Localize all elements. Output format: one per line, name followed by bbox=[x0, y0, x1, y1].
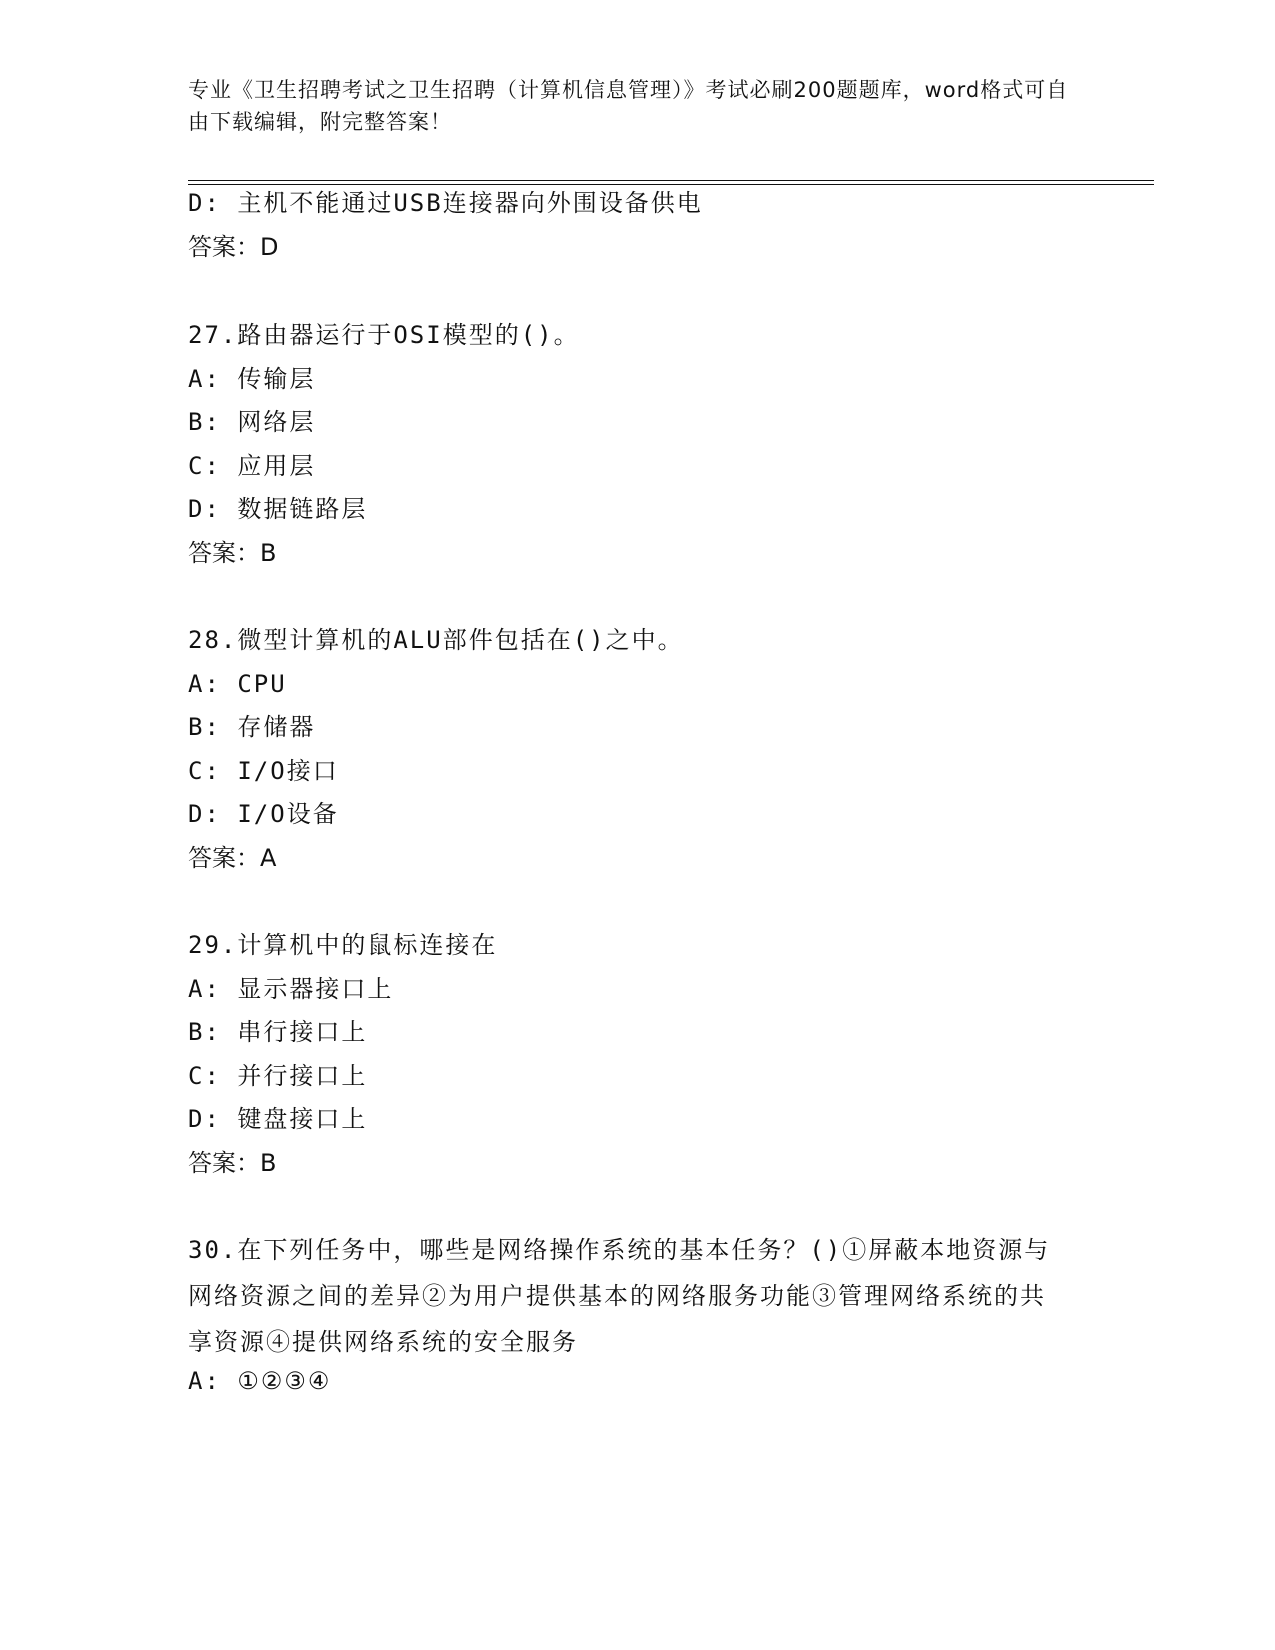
q29-option-d: D: 键盘接口上 bbox=[188, 1105, 368, 1133]
q27-option-c: C: 应用层 bbox=[188, 452, 316, 480]
q29-option-c: C: 并行接口上 bbox=[188, 1062, 368, 1090]
q28-option-b: B: 存储器 bbox=[188, 713, 316, 741]
document-header: 专业《卫生招聘考试之卫生招聘（计算机信息管理）》考试必刷200题题库，word格式可自由下载编辑，附完整答案！ bbox=[188, 78, 1069, 134]
q29-option-b: B: 串行接口上 bbox=[188, 1018, 368, 1046]
header-divider-top bbox=[188, 180, 1154, 181]
q28-option-d: D: I/O设备 bbox=[188, 800, 339, 828]
q29-question: 29.计算机中的鼠标连接在 bbox=[188, 931, 498, 959]
q30-option-a: A: ①②③④ bbox=[188, 1367, 332, 1395]
q28-question: 28.微型计算机的ALU部件包括在()之中。 bbox=[188, 626, 684, 654]
q28-option-c: C: I/O接口 bbox=[188, 757, 339, 785]
q27-option-a: A: 传输层 bbox=[188, 365, 316, 393]
q27-question: 27.路由器运行于OSI模型的()。 bbox=[188, 321, 580, 349]
q28-option-a: A: CPU bbox=[188, 670, 287, 698]
header-divider-bottom bbox=[188, 184, 1154, 185]
q29-option-a: A: 显示器接口上 bbox=[188, 975, 394, 1003]
q29-answer: 答案：B bbox=[188, 1149, 277, 1177]
q28-answer: 答案：A bbox=[188, 844, 277, 872]
q27-option-d: D: 数据链路层 bbox=[188, 495, 368, 523]
q26-answer: 答案：D bbox=[188, 233, 279, 261]
q27-option-b: B: 网络层 bbox=[188, 408, 316, 436]
q30-question: 30.在下列任务中，哪些是网络操作系统的基本任务？()①屏蔽本地资源与网络资源之间的差异②为用户提供基本的网络服务功能③管理网络系统的共享资源④提供网络系统的安全服务 bbox=[188, 1236, 1051, 1356]
q26-option-d: D: 主机不能通过USB连接器向外围设备供电 bbox=[188, 189, 703, 217]
q27-answer: 答案：B bbox=[188, 539, 277, 567]
